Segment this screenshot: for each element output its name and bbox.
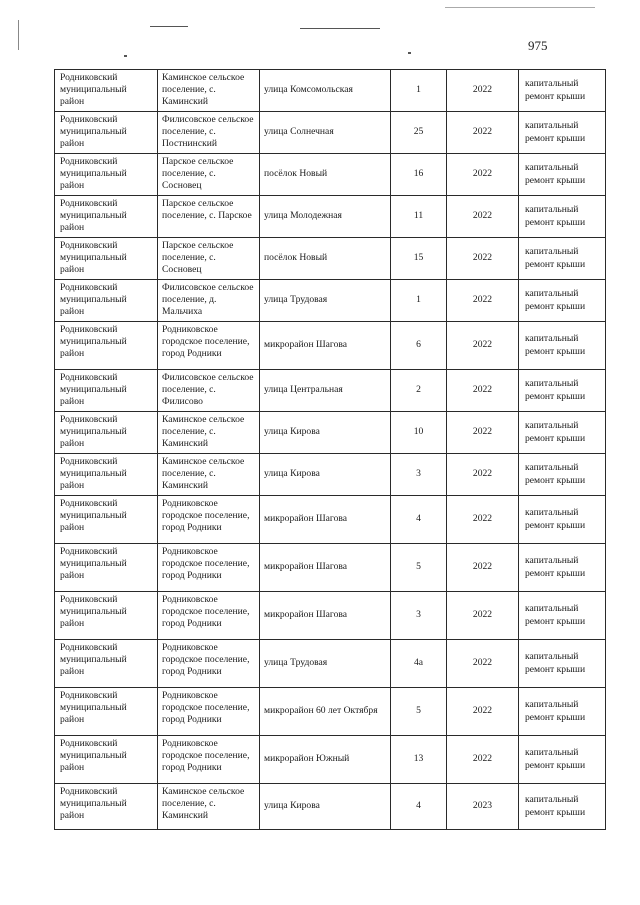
house-number-cell: 6	[391, 322, 447, 370]
table-row	[55, 196, 606, 238]
work-type-cell: капитальный ремонт крыши	[519, 154, 606, 196]
street-cell: улица Центральная	[260, 370, 391, 412]
page-number: 975	[528, 38, 548, 53]
settlement-cell: Родниковское городское поселение, город Родники	[158, 322, 260, 370]
settlement-cell: Каминское сельское поселение, с. Каминский	[158, 412, 260, 454]
settlement-cell: Парское сельское поселение, с. Сосновец	[158, 154, 260, 196]
year-cell: 2023	[447, 784, 519, 830]
street-cell: улица Трудовая	[260, 640, 391, 688]
table-row	[55, 736, 606, 784]
work-type-cell: капитальный ремонт крыши	[519, 370, 606, 412]
table-row	[55, 322, 606, 370]
year-cell: 2022	[447, 688, 519, 736]
table-row	[55, 496, 606, 544]
work-type-cell: капитальный ремонт крыши	[519, 454, 606, 496]
street-cell: улица Солнечная	[260, 112, 391, 154]
district-cell: Родниковский муниципальный район	[55, 112, 158, 154]
street-cell: посёлок Новый	[260, 154, 391, 196]
year-cell: 2022	[447, 370, 519, 412]
work-type-cell: капитальный ремонт крыши	[519, 736, 606, 784]
settlement-cell: Каминское сельское поселение, с. Каминский	[158, 784, 260, 830]
work-type-cell: капитальный ремонт крыши	[519, 784, 606, 830]
street-cell: микрорайон Шагова	[260, 592, 391, 640]
district-cell: Родниковский муниципальный район	[55, 70, 158, 112]
street-cell: улица Трудовая	[260, 280, 391, 322]
work-type-cell: капитальный ремонт крыши	[519, 412, 606, 454]
house-number-cell: 4	[391, 496, 447, 544]
street-cell: улица Молодежная	[260, 196, 391, 238]
settlement-cell: Каминское сельское поселение, с. Каминский	[158, 70, 260, 112]
year-cell: 2022	[447, 544, 519, 592]
house-number-cell: 5	[391, 544, 447, 592]
settlement-cell: Родниковское городское поселение, город Родники	[158, 640, 260, 688]
housing-repair-table-container	[54, 69, 605, 830]
house-number-cell: 10	[391, 412, 447, 454]
street-cell: улица Комсомольская	[260, 70, 391, 112]
year-cell: 2022	[447, 496, 519, 544]
district-cell: Родниковский муниципальный район	[55, 238, 158, 280]
district-cell: Родниковский муниципальный район	[55, 784, 158, 830]
table-row	[55, 592, 606, 640]
street-cell: микрорайон Шагова	[260, 544, 391, 592]
table-row	[55, 112, 606, 154]
settlement-cell: Родниковское городское поселение, город Родники	[158, 592, 260, 640]
table-row	[55, 238, 606, 280]
scan-mark	[408, 52, 411, 54]
district-cell: Родниковский муниципальный район	[55, 454, 158, 496]
house-number-cell: 11	[391, 196, 447, 238]
year-cell: 2022	[447, 412, 519, 454]
table-row	[55, 688, 606, 736]
year-cell: 2022	[447, 322, 519, 370]
street-cell: микрорайон Южный	[260, 736, 391, 784]
district-cell: Родниковский муниципальный район	[55, 544, 158, 592]
table-row	[55, 70, 606, 112]
settlement-cell: Родниковское городское поселение, город Родники	[158, 688, 260, 736]
year-cell: 2022	[447, 736, 519, 784]
house-number-cell: 1	[391, 280, 447, 322]
scan-mark	[300, 28, 380, 29]
work-type-cell: капитальный ремонт крыши	[519, 640, 606, 688]
table-row	[55, 640, 606, 688]
settlement-cell: Филисовское сельское поселение, д. Мальчиха	[158, 280, 260, 322]
settlement-cell: Каминское сельское поселение, с. Каминский	[158, 454, 260, 496]
table-row	[55, 370, 606, 412]
street-cell: микрорайон 60 лет Октября	[260, 688, 391, 736]
table-row	[55, 412, 606, 454]
work-type-cell: капитальный ремонт крыши	[519, 544, 606, 592]
year-cell: 2022	[447, 196, 519, 238]
year-cell: 2022	[447, 112, 519, 154]
district-cell: Родниковский муниципальный район	[55, 592, 158, 640]
district-cell: Родниковский муниципальный район	[55, 640, 158, 688]
table-row	[55, 154, 606, 196]
district-cell: Родниковский муниципальный район	[55, 280, 158, 322]
work-type-cell: капитальный ремонт крыши	[519, 496, 606, 544]
work-type-cell: капитальный ремонт крыши	[519, 112, 606, 154]
year-cell: 2022	[447, 640, 519, 688]
street-cell: посёлок Новый	[260, 238, 391, 280]
street-cell: микрорайон Шагова	[260, 496, 391, 544]
table-row	[55, 784, 606, 830]
house-number-cell: 1	[391, 70, 447, 112]
year-cell: 2022	[447, 238, 519, 280]
work-type-cell: капитальный ремонт крыши	[519, 196, 606, 238]
housing-repair-table	[54, 69, 606, 830]
district-cell: Родниковский муниципальный район	[55, 736, 158, 784]
settlement-cell: Филисовское сельское поселение, с. Филисово	[158, 370, 260, 412]
district-cell: Родниковский муниципальный район	[55, 412, 158, 454]
house-number-cell: 2	[391, 370, 447, 412]
work-type-cell: капитальный ремонт крыши	[519, 592, 606, 640]
district-cell: Родниковский муниципальный район	[55, 688, 158, 736]
district-cell: Родниковский муниципальный район	[55, 196, 158, 238]
house-number-cell: 5	[391, 688, 447, 736]
street-cell: улица Кирова	[260, 412, 391, 454]
table-row	[55, 280, 606, 322]
settlement-cell: Парское сельское поселение, с. Сосновец	[158, 238, 260, 280]
house-number-cell: 3	[391, 592, 447, 640]
house-number-cell: 25	[391, 112, 447, 154]
year-cell: 2022	[447, 454, 519, 496]
settlement-cell: Филисовское сельское поселение, с. Постнинский	[158, 112, 260, 154]
work-type-cell: капитальный ремонт крыши	[519, 280, 606, 322]
settlement-cell: Родниковское городское поселение, город Родники	[158, 736, 260, 784]
year-cell: 2022	[447, 154, 519, 196]
work-type-cell: капитальный ремонт крыши	[519, 70, 606, 112]
house-number-cell: 16	[391, 154, 447, 196]
year-cell: 2022	[447, 280, 519, 322]
street-cell: микрорайон Шагова	[260, 322, 391, 370]
settlement-cell: Родниковское городское поселение, город Родники	[158, 544, 260, 592]
district-cell: Родниковский муниципальный район	[55, 370, 158, 412]
scan-mark	[150, 26, 188, 27]
house-number-cell: 3	[391, 454, 447, 496]
table-row	[55, 544, 606, 592]
district-cell: Родниковский муниципальный район	[55, 496, 158, 544]
work-type-cell: капитальный ремонт крыши	[519, 238, 606, 280]
table-body	[55, 70, 606, 830]
street-cell: улица Кирова	[260, 784, 391, 830]
district-cell: Родниковский муниципальный район	[55, 322, 158, 370]
house-number-cell: 4а	[391, 640, 447, 688]
year-cell: 2022	[447, 70, 519, 112]
table-row	[55, 454, 606, 496]
settlement-cell: Парское сельское поселение, с. Парское	[158, 196, 260, 238]
work-type-cell: капитальный ремонт крыши	[519, 322, 606, 370]
house-number-cell: 4	[391, 784, 447, 830]
street-cell: улица Кирова	[260, 454, 391, 496]
district-cell: Родниковский муниципальный район	[55, 154, 158, 196]
house-number-cell: 15	[391, 238, 447, 280]
work-type-cell: капитальный ремонт крыши	[519, 688, 606, 736]
settlement-cell: Родниковское городское поселение, город Родники	[158, 496, 260, 544]
house-number-cell: 13	[391, 736, 447, 784]
year-cell: 2022	[447, 592, 519, 640]
scan-mark	[445, 7, 595, 8]
scan-mark	[124, 55, 127, 57]
scan-mark	[18, 20, 19, 50]
